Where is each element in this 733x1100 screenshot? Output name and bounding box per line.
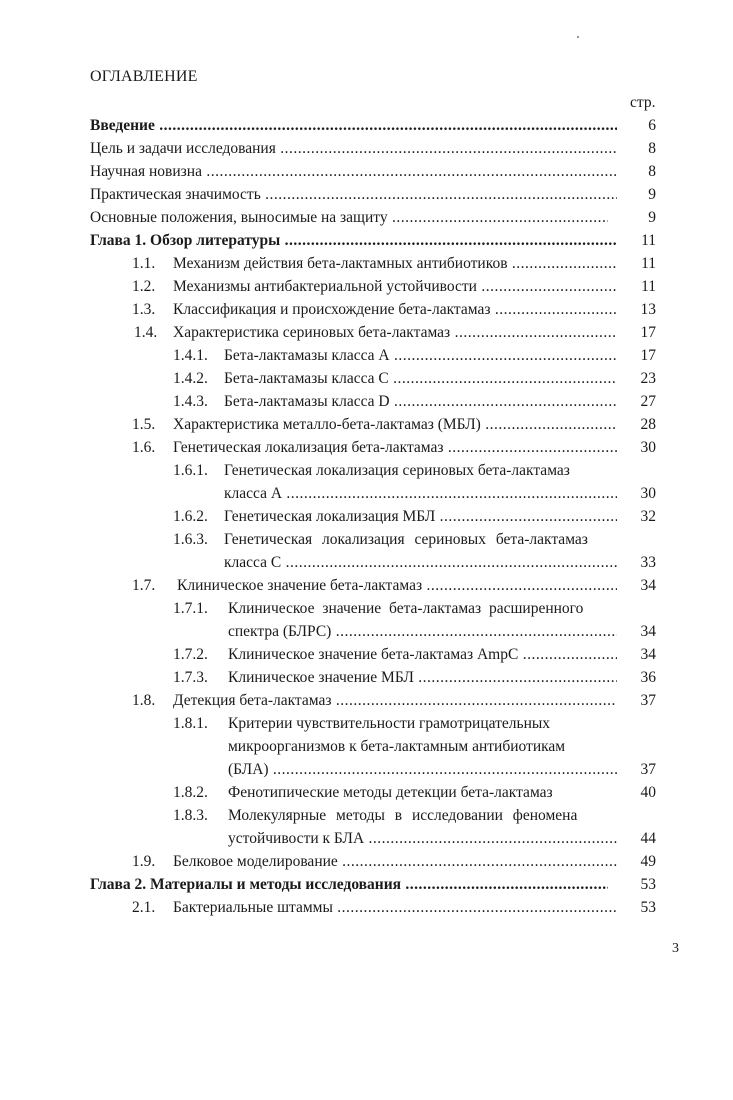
toc-entry-number: 1.8.2. xyxy=(173,784,208,801)
toc-entry-page: 6 xyxy=(648,117,656,134)
toc-entry-page: 11 xyxy=(641,232,656,249)
toc-entry-page: 9 xyxy=(648,186,656,203)
toc-entry-page: 37 xyxy=(640,761,656,778)
toc-entry-text: Бета-лактамазы класса С ..... xyxy=(224,370,617,388)
toc-entry-page: 53 xyxy=(640,899,656,916)
toc-entry xyxy=(0,209,733,231)
toc-entry-number: 1.2. xyxy=(132,278,156,295)
toc-entry xyxy=(0,485,733,507)
scan-speck xyxy=(577,36,579,38)
toc-entry-page: 40 xyxy=(640,784,656,801)
toc-entry xyxy=(0,462,733,484)
toc-entry xyxy=(0,186,733,208)
toc-entry-page: 49 xyxy=(640,853,656,870)
toc-entry-text: Характеристика сериновых бета-лактамаз ..... xyxy=(173,324,617,342)
toc-entry-number: 1.9. xyxy=(132,853,156,870)
toc-entry-number: 1.6.3. xyxy=(173,531,208,548)
toc-entry xyxy=(0,347,733,369)
toc-entry-number: 1.6.2. xyxy=(173,508,208,525)
toc-entry-page: 36 xyxy=(640,669,656,686)
toc-entry xyxy=(0,393,733,415)
toc-entry-page: 32 xyxy=(640,508,656,525)
toc-entry-page: 30 xyxy=(640,439,656,456)
toc-entry-text: Бактериальные штаммы ..... xyxy=(173,899,617,917)
toc-entry-number: 1.4.2. xyxy=(173,370,208,387)
toc-entry xyxy=(0,255,733,277)
toc-entry xyxy=(0,439,733,461)
toc-entry xyxy=(0,301,733,323)
toc-entry-text: микроорганизмов к бета-лактамным антибиотикам xyxy=(228,738,566,755)
toc-entry-text: Практическая значимость ..... xyxy=(90,186,617,204)
toc-entry-page: 33 xyxy=(640,554,656,571)
toc-entry-page: 17 xyxy=(640,324,656,341)
toc-entry-text: Введение ..... xyxy=(90,117,617,135)
toc-entry-text: Характеристика металло-бета-лактамаз (МБЛ) ..... xyxy=(173,416,617,434)
toc-entry-page: 37 xyxy=(640,692,656,709)
toc-entry-text: Глава 1. Обзор литературы ..... xyxy=(90,232,617,250)
toc-entry-text: Механизм действия бета-лактамных антибиотиков ..... xyxy=(173,255,617,273)
toc-entry-text: спектра (БЛРС) ..... xyxy=(228,623,617,641)
toc-entry xyxy=(0,807,733,829)
toc-entry xyxy=(0,692,733,714)
toc-entry-number: 1.4.1. xyxy=(173,347,208,364)
toc-entry-number: 1.7.1. xyxy=(173,600,208,617)
toc-entry-number: 1.8.3. xyxy=(173,807,208,824)
toc-entry-text: Критерии чувствительности грамотрицательных xyxy=(228,715,551,732)
toc-entry-text: Научная новизна ..... xyxy=(90,163,617,181)
toc-entry xyxy=(0,876,733,898)
toc-entry-text: Генетическая локализация бета-лактамаз ..... xyxy=(173,439,617,457)
toc-entry-text: Молекулярные методы в исследовании феномена xyxy=(228,807,578,824)
toc-entry-number: 1.4. xyxy=(134,324,158,341)
toc-entry-text: Глава 2. Материалы и методы исследования ..... xyxy=(90,876,608,894)
toc-entry xyxy=(0,784,733,806)
toc-entry xyxy=(0,669,733,691)
toc-entry-page: 34 xyxy=(640,623,656,640)
toc-entry-number: 2.1. xyxy=(132,899,156,916)
toc-entry xyxy=(0,577,733,599)
toc-entry-number: 1.7. xyxy=(132,577,156,594)
toc-entry xyxy=(0,830,733,852)
toc-entry-text: Механизмы антибактериальной устойчивости ..... xyxy=(173,278,617,296)
toc-entry-text: Бета-лактамазы класса А ..... xyxy=(224,347,617,365)
toc-entry-page: 30 xyxy=(640,485,656,502)
toc-entry-page: 53 xyxy=(640,876,656,893)
toc-entry-text: Клиническое значение бета-лактамаз ..... xyxy=(177,577,617,595)
toc-entry-number: 1.3. xyxy=(132,301,156,318)
toc-entry xyxy=(0,623,733,645)
toc-entry-text: класса С ..... xyxy=(224,554,617,572)
toc-entry-text: Классификация и происхождение бета-лактамаз ..... xyxy=(173,301,617,319)
toc-entry xyxy=(0,370,733,392)
toc-entry xyxy=(0,554,733,576)
toc-entry-page: 28 xyxy=(640,416,656,433)
toc-entry-number: 1.5. xyxy=(132,416,156,433)
toc-entry xyxy=(0,600,733,622)
toc-entry-text: Основные положения, выносимые на защиту ..... xyxy=(90,209,608,227)
toc-entry-text: Генетическая локализация сериновых бета-лактамаз xyxy=(224,462,570,479)
toc-entry-page: 11 xyxy=(641,278,656,295)
toc-entry xyxy=(0,324,733,346)
toc-entry-number: 1.6. xyxy=(132,439,156,456)
toc-entry xyxy=(0,761,733,783)
toc-entry-number: 1.7.2. xyxy=(173,646,208,663)
toc-entry-text: Генетическая локализация МБЛ ..... xyxy=(224,508,617,526)
toc-entry-number: 1.1. xyxy=(132,255,156,272)
toc-entry-text: Бета-лактамазы класса D ..... xyxy=(224,393,617,411)
toc-entry-page: 27 xyxy=(640,393,656,410)
toc-entry-number: 1.8. xyxy=(132,692,156,709)
toc-entry xyxy=(0,232,733,254)
toc-entry xyxy=(0,117,733,139)
toc-entry xyxy=(0,715,733,737)
toc-entry-text: Клиническое значение МБЛ ..... xyxy=(228,669,617,687)
toc-entry-text: Детекция бета-лактамаз ..... xyxy=(173,692,617,710)
page-column-label: стр. xyxy=(630,94,656,111)
toc-entry-number: 1.4.3. xyxy=(173,393,208,410)
toc-entry-text: Белковое моделирование ..... xyxy=(173,853,617,871)
toc-entry-page: 8 xyxy=(648,140,656,157)
toc-entry xyxy=(0,416,733,438)
toc-entry-page: 9 xyxy=(648,209,656,226)
toc-entry-number: 1.7.3. xyxy=(173,669,208,686)
toc-entry-page: 17 xyxy=(640,347,656,364)
toc-entry xyxy=(0,278,733,300)
toc-entry xyxy=(0,531,733,553)
toc-entry-page: 23 xyxy=(640,370,656,387)
toc-entry-page: 8 xyxy=(648,163,656,180)
toc-title: ОГЛАВЛЕНИЕ xyxy=(90,68,198,85)
toc-entry-text: Генетическая локализация сериновых бета-лактамаз xyxy=(224,531,588,548)
toc-entry-page: 34 xyxy=(640,577,656,594)
page-number: 3 xyxy=(672,941,679,956)
toc-entry-number: 1.8.1. xyxy=(173,715,208,732)
toc-entry-text: Цель и задачи исследования ..... xyxy=(90,140,617,158)
toc-entry xyxy=(0,899,733,921)
toc-entry-text: Клиническое значение бета-лактамаз AmpC ..... xyxy=(228,646,617,664)
toc-entry-page: 34 xyxy=(640,646,656,663)
toc-entry-text: устойчивости к БЛА ..... xyxy=(228,830,617,848)
toc-entry xyxy=(0,853,733,875)
toc-entry-page: 44 xyxy=(640,830,656,847)
toc-entry-page: 11 xyxy=(641,255,656,272)
toc-entry-text: (БЛА) ..... xyxy=(228,761,617,779)
toc-entry xyxy=(0,646,733,668)
toc-entry xyxy=(0,140,733,162)
toc-entry-page: 13 xyxy=(640,301,656,318)
toc-entry-text: Клиническое значение бета-лактамаз расширенного xyxy=(228,600,584,617)
toc-entry-number: 1.6.1. xyxy=(173,462,208,479)
toc-entry xyxy=(0,163,733,185)
toc-entry-text: Фенотипические методы детекции бета-лактамаз xyxy=(228,784,553,801)
toc-entry-text: класса А ..... xyxy=(224,485,617,503)
toc-entry xyxy=(0,508,733,530)
toc-entry xyxy=(0,738,733,760)
